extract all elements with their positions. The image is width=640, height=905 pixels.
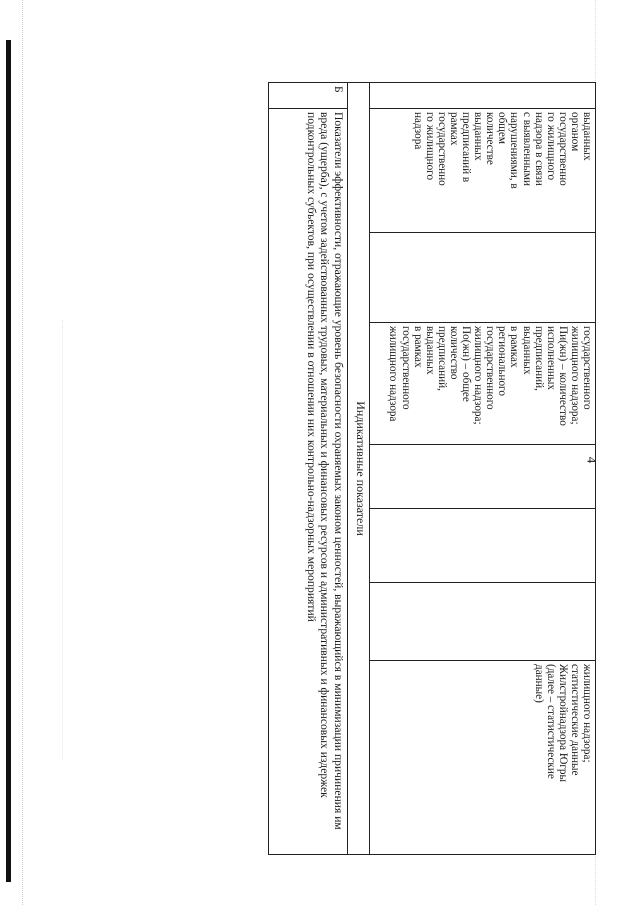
table-row [370, 83, 596, 855]
section-b-text: Показатели эффективности, отражающие уровень безопасности охраняемых законом ценностей, выражающийся в минимизации причинения им вреда (ущерба), с учетом задействованных трудовых, материальных и финансовых ресурсов и административных и финансовых издержек подконтрольных субъектов, при осуществлении в отношении них контрольно-надзорных мероприятий [269, 109, 348, 855]
indicator-name: выданных органом государственно го жилищного надзора в связи с выявленными нарушениями, в общем количестве выданных предписаний в рамках государственно го жилищного надзора [411, 112, 593, 189]
row-number-cell [370, 83, 596, 109]
indicator-name-cell [370, 109, 596, 233]
formula-cell [370, 233, 596, 323]
data-source: жилищного надзора; статистические данные Жилстройнадзора Югры (далее – статистические данные) [532, 664, 593, 783]
value-cell-3 [370, 583, 596, 661]
value-cell-1 [370, 445, 596, 509]
formula-notes-cell [370, 323, 596, 445]
binding-edge [6, 40, 11, 882]
value-cell-2 [370, 509, 596, 583]
scan-artifact-mid [62, 320, 64, 760]
scan-artifact-left [22, 0, 24, 905]
formula-notes: государственного жилищного надзора; Пи(жн) – количество исполненных предписаний, выданных в рамках регионального государственного жилищного надзора; По(жн) – общее количество предписаний, выданных в рамках государственного жилищного надзора [387, 326, 593, 426]
indicators-table [268, 82, 596, 855]
page-number: 4 [584, 456, 600, 464]
section-heading: Индикативные показатели [348, 83, 370, 855]
section-heading-row [348, 83, 370, 855]
section-b-row [269, 83, 348, 855]
source-cell [370, 661, 596, 855]
section-letter: Б [269, 83, 348, 109]
rotated-table-sheet [268, 82, 596, 854]
